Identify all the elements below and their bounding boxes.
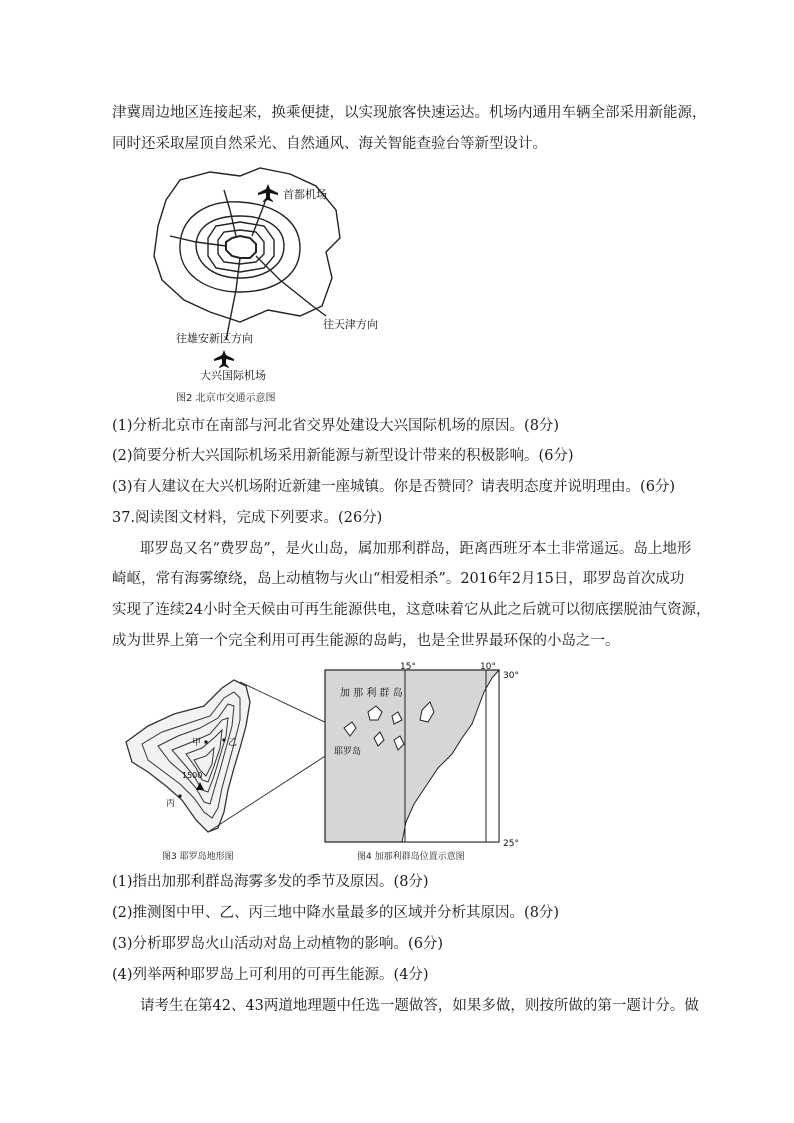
point-jia	[204, 740, 207, 743]
q37-2: (2)推测图中甲、乙、丙三地中降水量最多的区域并分析其原因。(8分)	[112, 905, 560, 921]
fig3-caption: 图3 耶罗岛地形图	[162, 852, 234, 862]
label-bing: 丙	[166, 799, 176, 809]
optional-questions-note: 请考生在第42、43两道地理题中任选一题做答，如果多做，则按所做的第一题计分。做	[140, 998, 699, 1014]
fig2-caption: 图2 北京市交通示意图	[176, 393, 276, 404]
label-capital-airport: 首都机场	[283, 188, 327, 201]
label-tianjin-direction: 往天津方向	[323, 318, 378, 331]
q37-1: (1)指出加那利群岛海雾多发的季节及原因。(8分)	[112, 874, 429, 890]
ring-road-2	[226, 236, 256, 258]
label-jia: 甲	[192, 738, 202, 748]
q36-3: (3)有人建议在大兴机场附近新建一座城镇。你是否赞同？请表明态度并说明理由。(6分)	[112, 479, 676, 495]
canary-islands-map	[325, 662, 519, 862]
q36-2: (2)简要分析大兴国际机场采用新能源与新型设计带来的积极影响。(6分)	[112, 448, 574, 464]
q37-heading: 37.阅读图文材料，完成下列要求。(26分)	[112, 510, 383, 526]
airplane-icon-daxing	[214, 350, 234, 368]
elevation-label: 1500	[182, 771, 203, 780]
q37-para-2: 崎岖，常有海雾缭绕，岛上动植物与火山“相爱相杀”。2016年2月15日，耶罗岛首次成功	[112, 571, 685, 587]
q37-4: (4)列举两种耶罗岛上可利用的可再生能源。(4分)	[112, 967, 429, 983]
label-daxing-airport: 大兴国际机场	[200, 369, 266, 382]
q37-3: (3)分析耶罗岛火山活动对岛上动植物的影响。(6分)	[112, 936, 444, 952]
intro-line-2: 同时还采取屋顶自然采光、自然通风、海关智能查验台等新型设计。	[112, 136, 547, 152]
airplane-icon-capital	[258, 184, 278, 202]
lon-10: 10°	[480, 662, 496, 672]
point-yi	[222, 738, 225, 741]
lat-25: 25°	[503, 839, 519, 849]
q36-1: (1)分析北京市在南部与河北省交界处建设大兴国际机场的原因。(8分)	[112, 418, 560, 434]
q37-para-4: 成为世界上第一个完全利用可再生能源的岛屿，也是全世界最环保的小岛之一。	[112, 633, 620, 649]
label-canary-islands: 加 那 利 群 岛	[340, 688, 403, 699]
point-bing	[178, 794, 181, 797]
q37-para-3: 实现了连续24小时全天候由可再生能源供电，这意味着它从此之后就可以彻底摆脱油气资源，	[112, 602, 711, 618]
lat-30: 30°	[503, 671, 519, 681]
lon-15: 15°	[400, 662, 416, 672]
beijing-traffic-map	[140, 160, 378, 410]
expressway-north	[224, 190, 236, 236]
hierro-island-map	[126, 680, 250, 862]
hierro-figures	[112, 662, 532, 867]
intro-line-1: 津冀周边地区连接起来，换乘便捷，以实现旅客快速运达。机场内通用车辆全部采用新能源，	[112, 105, 707, 121]
label-hierro: 耶罗岛	[334, 747, 362, 757]
ring-road-5	[196, 216, 284, 278]
q37-para-1: 耶罗岛又名“费罗岛”，是火山岛，属加那利群岛，距离西班牙本土非常遥远。岛上地形	[140, 541, 692, 557]
label-yi: 乙	[228, 738, 238, 748]
fig4-caption: 图4 加那利群岛位置示意图	[357, 852, 465, 862]
label-xiongan-direction: 往雄安新区方向	[176, 332, 253, 345]
